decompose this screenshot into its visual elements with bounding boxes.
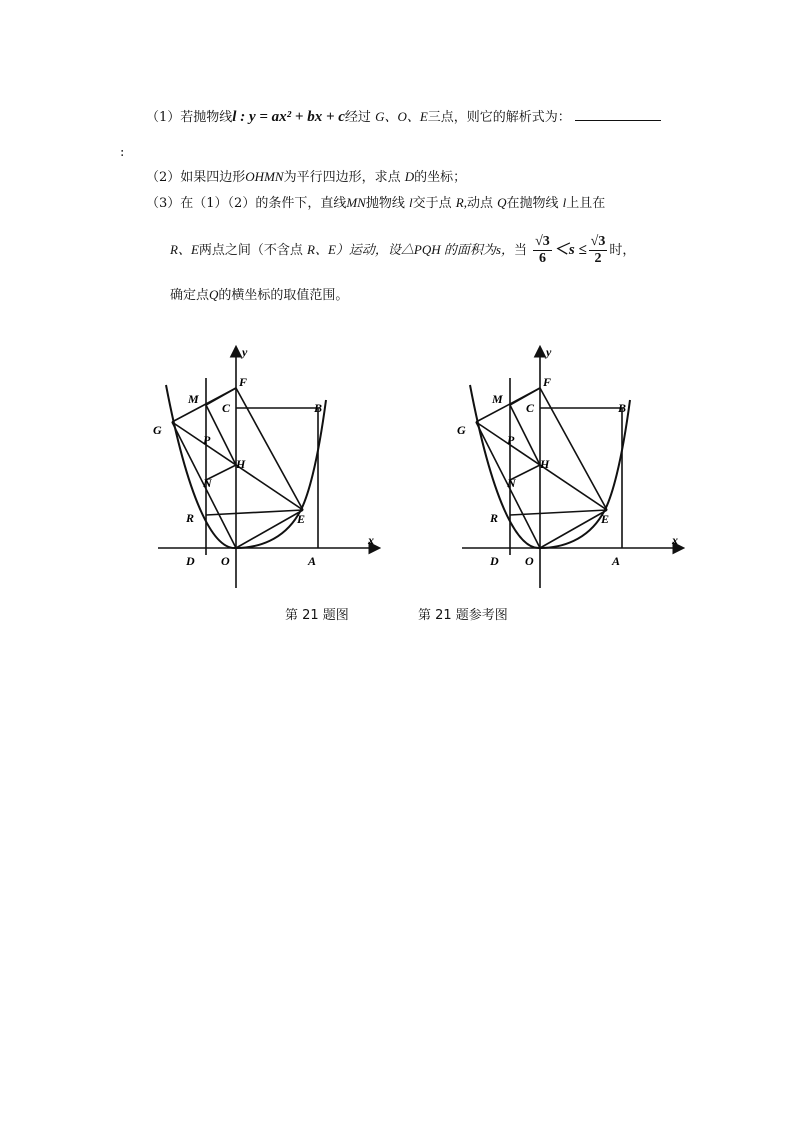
label-p: P bbox=[507, 433, 515, 447]
text: 抛物线 bbox=[365, 196, 405, 211]
figure-right-caption: 第 21 题参考图 bbox=[418, 608, 508, 623]
text: 三点，则它的解析式为： bbox=[427, 110, 571, 125]
point-q: Q bbox=[209, 287, 219, 302]
problem-part-3-line-2 bbox=[170, 230, 635, 271]
text: 在抛物线 bbox=[506, 196, 559, 211]
text: 的坐标； bbox=[414, 170, 467, 185]
points-re: R、E bbox=[170, 242, 199, 257]
label-o: O bbox=[221, 554, 230, 568]
label-h: H bbox=[236, 457, 246, 471]
quad-name: OHMN bbox=[245, 169, 284, 184]
problem-part-3 bbox=[146, 194, 605, 213]
label-n: N bbox=[507, 476, 516, 490]
figure-right bbox=[457, 345, 682, 588]
text: 确定点 bbox=[170, 288, 210, 303]
figure-left-caption: 第 21 题图 bbox=[285, 608, 349, 623]
label-x: x bbox=[368, 533, 374, 547]
label-y: y bbox=[546, 345, 552, 359]
label-f: F bbox=[543, 375, 552, 389]
text: 若抛物线 bbox=[180, 110, 233, 125]
part-label: （3） bbox=[146, 196, 181, 211]
text: 为平行四边形，求点 bbox=[283, 170, 401, 185]
stray-colon: : bbox=[120, 145, 125, 160]
inequality: ＜s ≤ bbox=[553, 242, 587, 258]
point-r: R, bbox=[455, 195, 467, 210]
text: R、E）运动，设△PQH 的面积为 bbox=[307, 242, 496, 257]
point-list: G、O、E bbox=[375, 109, 428, 124]
problem-part-1 bbox=[146, 108, 661, 127]
label-m: M bbox=[492, 392, 503, 406]
point-q: Q bbox=[497, 195, 507, 210]
area-var: s， bbox=[495, 242, 514, 257]
label-d: D bbox=[490, 554, 499, 568]
label-n: N bbox=[203, 476, 212, 490]
text: 两点之间（不含点 bbox=[198, 243, 303, 258]
label-c: C bbox=[526, 401, 535, 415]
label-r: R bbox=[490, 511, 499, 525]
answer-blank bbox=[575, 108, 661, 121]
text: 的横坐标的取值范围。 bbox=[218, 288, 349, 303]
text: 时， bbox=[609, 243, 636, 258]
label-m: M bbox=[188, 392, 199, 406]
text: 经过 bbox=[344, 110, 371, 125]
figures bbox=[0, 330, 794, 630]
line-name: MN bbox=[346, 195, 366, 210]
label-e: E bbox=[601, 512, 610, 526]
figure-left bbox=[153, 345, 378, 588]
label-g: G bbox=[457, 423, 466, 437]
label-h: H bbox=[540, 457, 550, 471]
label-y: y bbox=[242, 345, 248, 359]
label-d: D bbox=[186, 554, 195, 568]
label-e: E bbox=[297, 512, 306, 526]
label-r: R bbox=[186, 511, 195, 525]
label-a: A bbox=[308, 554, 317, 568]
text: 交于点 bbox=[412, 196, 452, 211]
label-b: B bbox=[314, 401, 323, 415]
text: 上且在 bbox=[566, 196, 606, 211]
curve-name: l bbox=[562, 195, 567, 210]
label-p: P bbox=[203, 433, 211, 447]
problem-part-2 bbox=[146, 168, 466, 187]
text: 如果四边形 bbox=[180, 170, 246, 185]
label-g: G bbox=[153, 423, 162, 437]
fraction-lower: $\frac{√3}{6}$ bbox=[535, 234, 550, 266]
label-a: A bbox=[612, 554, 621, 568]
label-b: B bbox=[618, 401, 627, 415]
text: 动点 bbox=[466, 196, 493, 211]
label-f: F bbox=[239, 375, 248, 389]
point-d: D bbox=[404, 169, 415, 184]
part-label: （2） bbox=[146, 170, 181, 185]
label-o: O bbox=[525, 554, 534, 568]
fraction-upper: $\frac{√3}{2}$ bbox=[590, 234, 606, 266]
label-c: C bbox=[222, 401, 231, 415]
problem-part-3-line-3 bbox=[170, 286, 348, 305]
parabola-formula: l : y = ax² + bx + c bbox=[232, 109, 345, 125]
part-label: （1） bbox=[146, 110, 181, 125]
label-x: x bbox=[672, 533, 678, 547]
text: 当 bbox=[513, 243, 527, 258]
curve-name: l bbox=[408, 195, 413, 210]
text: 在（1）（2）的条件下，直线 bbox=[180, 196, 347, 211]
